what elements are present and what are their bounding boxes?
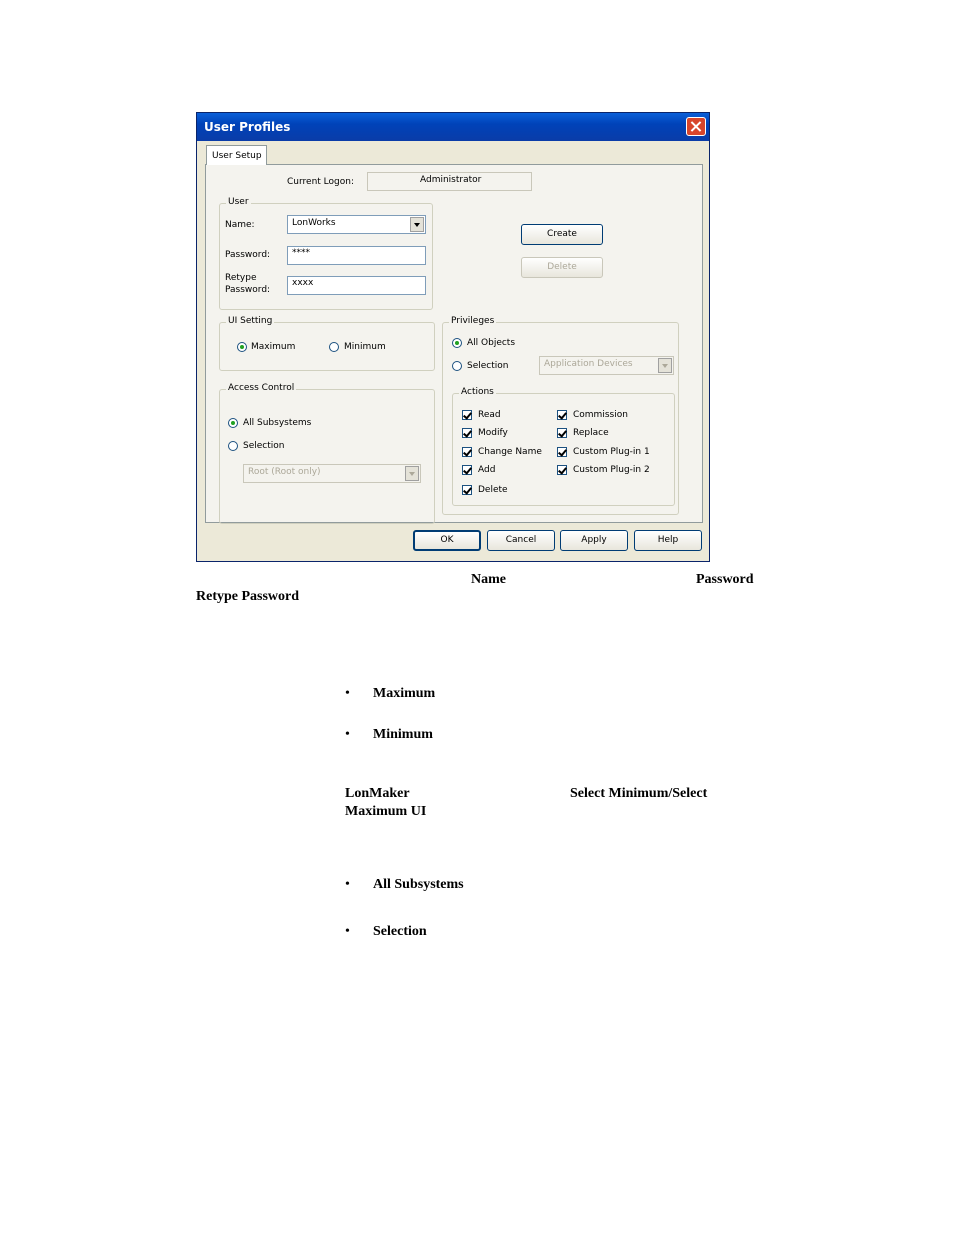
maximum-label: Maximum <box>251 342 296 352</box>
caption-retype-password: Retype Password <box>196 589 300 604</box>
chevron-down-icon[interactable] <box>405 466 419 481</box>
tab-user-setup[interactable] <box>206 145 267 165</box>
window-title: User Profiles <box>204 120 291 134</box>
help-button[interactable]: Help <box>634 530 702 551</box>
text-lonmaker: LonMaker <box>345 786 410 801</box>
read-label: Read <box>478 410 501 420</box>
tab-panel <box>205 164 703 523</box>
text-select-minmax-2: Maximum UI <box>345 804 427 819</box>
privileges-group <box>442 316 679 515</box>
user-profiles-window <box>196 112 710 562</box>
apply-button[interactable]: Apply <box>560 530 628 551</box>
create-button[interactable]: Create <box>521 224 603 245</box>
subsystem-dropdown[interactable] <box>243 464 421 483</box>
access-control-group <box>219 383 435 524</box>
custom-plugin-1-checkbox[interactable] <box>557 447 567 457</box>
bullet-minimum: Minimum <box>373 727 433 742</box>
password-field[interactable] <box>287 246 426 265</box>
all-objects-label: All Objects <box>467 338 516 348</box>
custom-plugin-1-label: Custom Plug-in 1 <box>573 447 650 457</box>
ok-button[interactable]: OK <box>413 530 481 551</box>
change-name-checkbox[interactable] <box>462 447 472 457</box>
subsystem-selection-radio[interactable] <box>228 441 238 451</box>
minimum-label: Minimum <box>344 342 386 352</box>
all-objects-radio[interactable] <box>452 338 462 348</box>
user-group <box>219 197 433 310</box>
privileges-dropdown-value: Application Devices <box>544 359 633 369</box>
current-logon-field <box>367 172 532 191</box>
privileges-selection-dropdown[interactable] <box>539 356 674 375</box>
delete-checkbox[interactable] <box>462 485 472 495</box>
retype-password-value: xxxx <box>292 278 314 288</box>
password-value: **** <box>292 248 310 258</box>
bullet-icon: • <box>345 727 350 742</box>
delete-button[interactable]: Delete <box>521 257 603 278</box>
tab-label: User Setup <box>212 151 262 161</box>
ui-setting-legend: UI Setting <box>228 316 273 326</box>
user-group-legend: User <box>228 197 249 207</box>
text-select-minmax-1: Select Minimum/Select <box>570 786 708 801</box>
subsystem-selection-label: Selection <box>243 441 285 451</box>
actions-group <box>452 387 675 506</box>
retype-label-line2: Password: <box>225 285 271 295</box>
current-logon-label: Current Logon: <box>287 177 354 187</box>
name-value: LonWorks <box>292 218 336 228</box>
bullet-icon: • <box>345 877 350 892</box>
name-dropdown[interactable] <box>287 215 426 234</box>
minimum-radio[interactable] <box>329 342 339 352</box>
delete-label: Delete <box>478 485 508 495</box>
change-name-label: Change Name <box>478 447 542 457</box>
ui-setting-group <box>219 316 435 371</box>
retype-password-field[interactable] <box>287 276 426 295</box>
add-checkbox[interactable] <box>462 465 472 475</box>
modify-checkbox[interactable] <box>462 428 472 438</box>
chevron-down-icon[interactable] <box>410 217 424 232</box>
privileges-selection-label: Selection <box>467 361 509 371</box>
commission-checkbox[interactable] <box>557 410 567 420</box>
add-label: Add <box>478 465 496 475</box>
replace-label: Replace <box>573 428 609 438</box>
bullet-icon: • <box>345 686 350 701</box>
cancel-button[interactable]: Cancel <box>487 530 555 551</box>
privileges-selection-radio[interactable] <box>452 361 462 371</box>
bullet-maximum: Maximum <box>373 686 436 701</box>
close-icon[interactable] <box>686 117 706 136</box>
all-subsystems-label: All Subsystems <box>243 418 312 428</box>
bullet-icon: • <box>345 924 350 939</box>
subsystem-dropdown-value: Root (Root only) <box>248 467 321 477</box>
caption-password: Password <box>696 572 754 587</box>
caption-name: Name <box>471 572 506 587</box>
replace-checkbox[interactable] <box>557 428 567 438</box>
password-label: Password: <box>225 250 271 260</box>
current-logon-value: Administrator <box>420 175 482 185</box>
retype-label-line1: Retype <box>225 273 257 283</box>
modify-label: Modify <box>478 428 508 438</box>
all-subsystems-radio[interactable] <box>228 418 238 428</box>
bullet-all-subsystems: All Subsystems <box>373 877 464 892</box>
title-bar[interactable] <box>197 113 709 141</box>
read-checkbox[interactable] <box>462 410 472 420</box>
name-label: Name: <box>225 220 255 230</box>
chevron-down-icon[interactable] <box>658 358 672 373</box>
commission-label: Commission <box>573 410 628 420</box>
custom-plugin-2-checkbox[interactable] <box>557 465 567 475</box>
bullet-selection: Selection <box>373 924 427 939</box>
custom-plugin-2-label: Custom Plug-in 2 <box>573 465 650 475</box>
maximum-radio[interactable] <box>237 342 247 352</box>
privileges-legend: Privileges <box>451 316 495 326</box>
actions-legend: Actions <box>461 387 494 397</box>
access-control-legend: Access Control <box>228 383 295 393</box>
